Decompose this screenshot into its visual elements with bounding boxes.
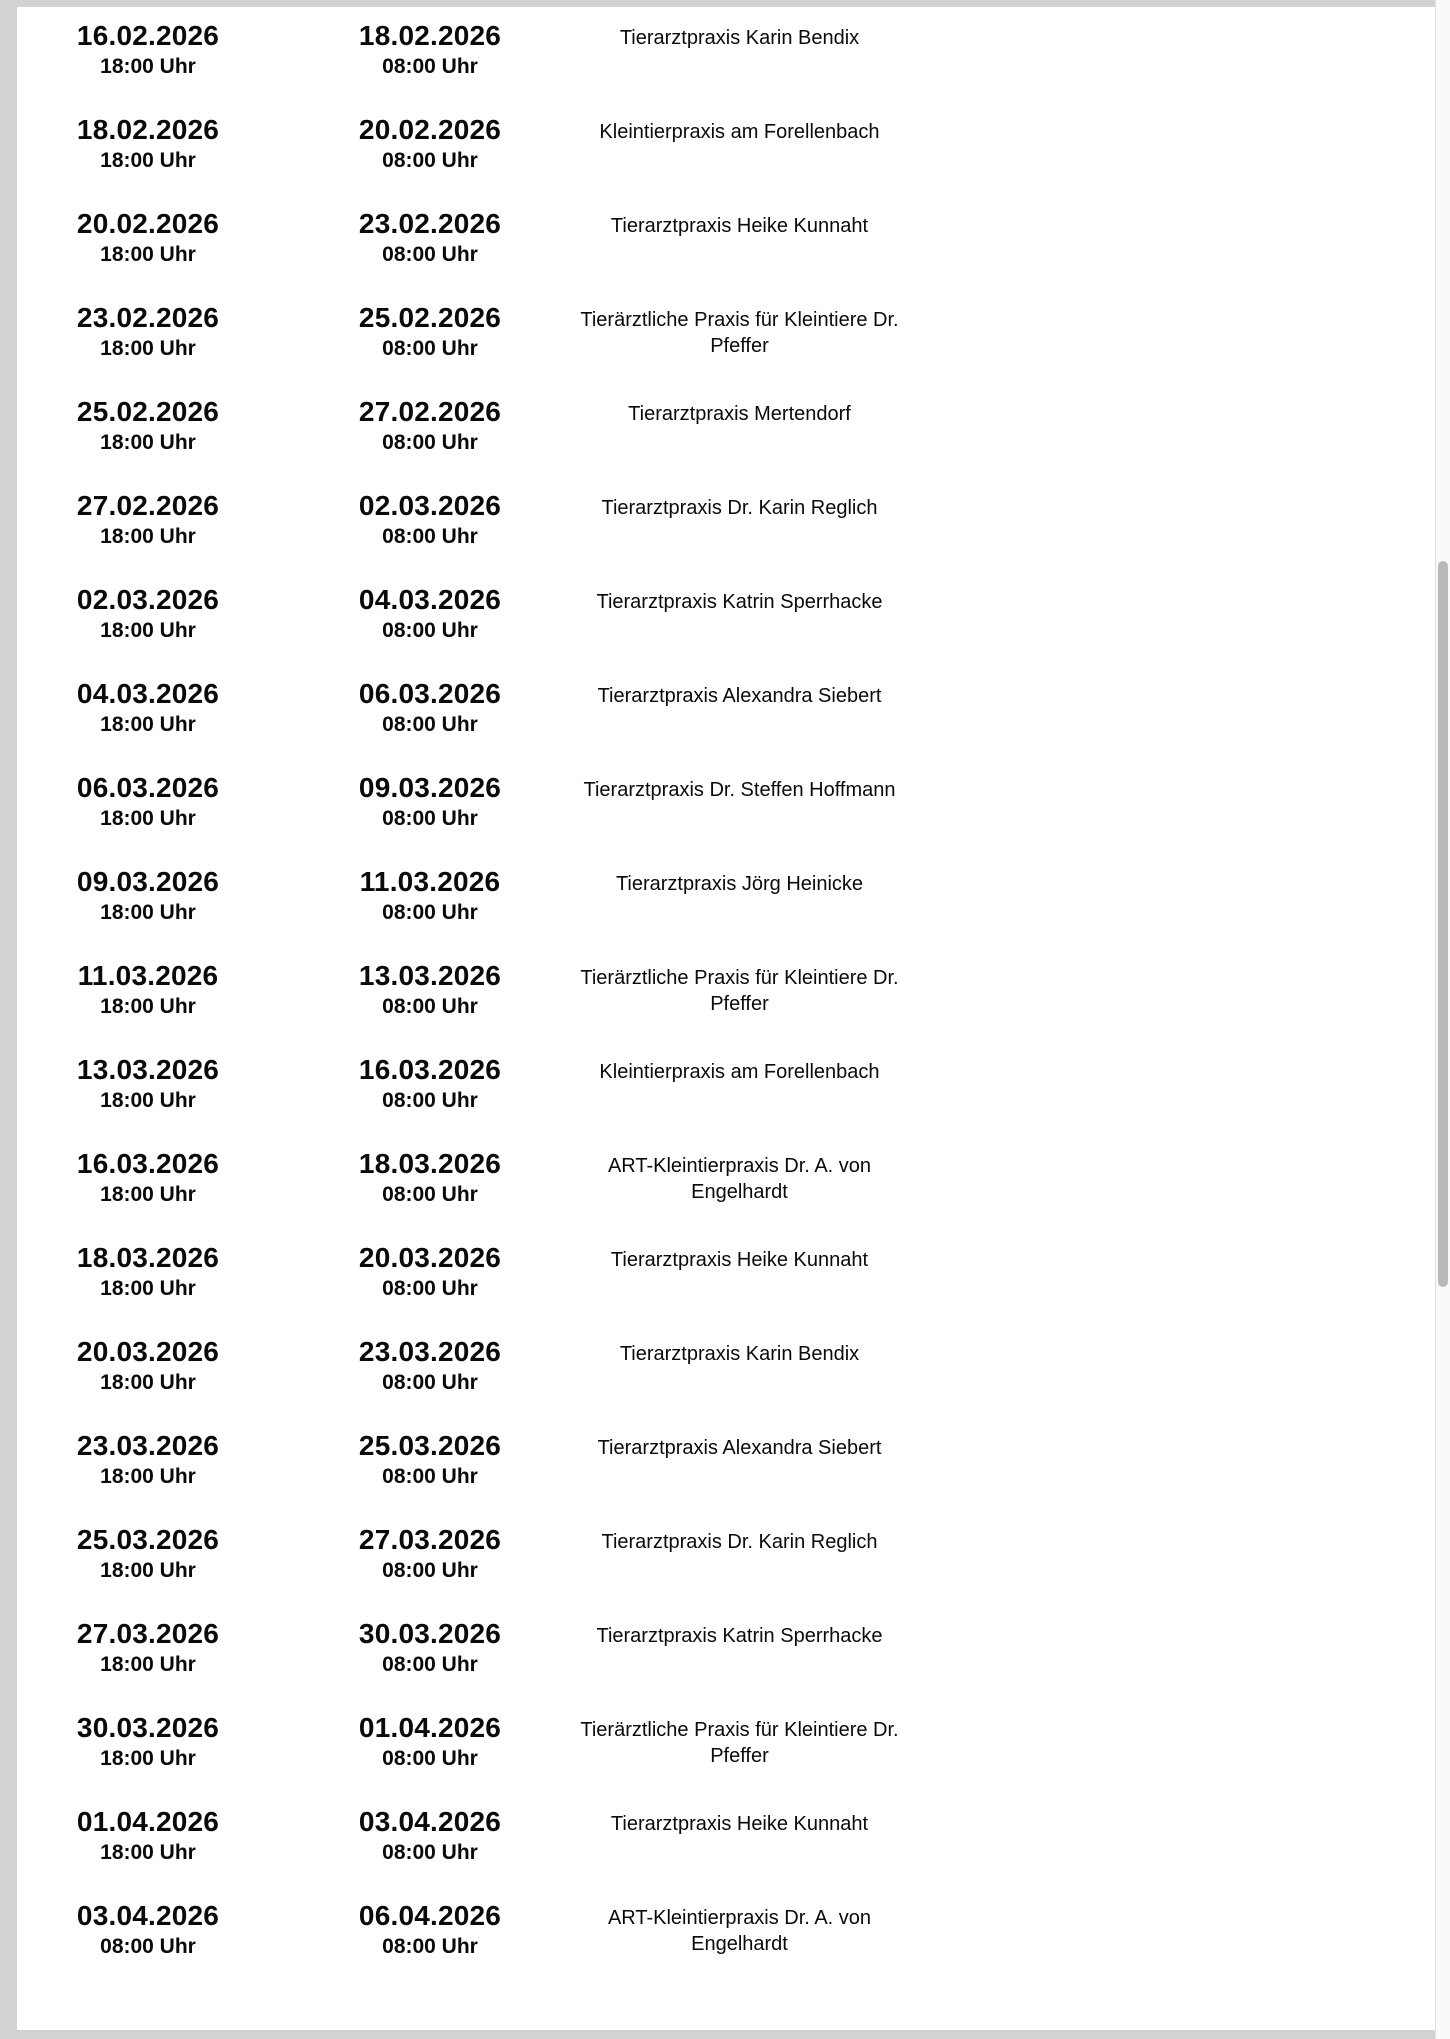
to-time: 08:00 Uhr: [382, 1935, 478, 1958]
practice-name: Kleintierpraxis am Forellenbach: [599, 1061, 880, 1083]
to-cell: [325, 1523, 535, 1585]
schedule-row: [17, 865, 1435, 959]
schedule-row: [17, 19, 1435, 113]
practice-cell: [567, 489, 912, 521]
from-cell: [43, 1617, 253, 1679]
to-cell: [325, 395, 535, 457]
to-date: 25.03.2026: [358, 1430, 502, 1461]
schedule-row: [17, 583, 1435, 677]
from-time: 18:00 Uhr: [100, 1183, 196, 1206]
from-time: 18:00 Uhr: [100, 1277, 196, 1300]
practice-cell: [567, 959, 912, 1017]
to-cell: [325, 19, 535, 81]
from-cell: [43, 1147, 253, 1209]
to-date: 03.04.2026: [358, 1806, 502, 1837]
practice-name: Tierarztpraxis Heike Kunnaht: [610, 1249, 869, 1271]
practice-cell: [567, 1617, 912, 1649]
from-date: 27.02.2026: [76, 490, 220, 521]
to-date: 02.03.2026: [358, 490, 502, 521]
to-date: 20.02.2026: [358, 114, 502, 145]
practice-cell: [567, 1335, 912, 1367]
practice-name: Tierarztpraxis Dr. Karin Reglich: [601, 497, 878, 519]
to-time: 08:00 Uhr: [382, 1183, 478, 1206]
from-time: 18:00 Uhr: [100, 1653, 196, 1676]
from-time: 18:00 Uhr: [100, 1841, 196, 1864]
to-date: 20.03.2026: [358, 1242, 502, 1273]
from-date: 25.02.2026: [76, 396, 220, 427]
from-time: 18:00 Uhr: [100, 55, 196, 78]
from-cell: [43, 959, 253, 1021]
to-cell: [325, 959, 535, 1021]
from-cell: [43, 301, 253, 363]
practice-cell: [567, 1241, 912, 1273]
from-date: 25.03.2026: [76, 1524, 220, 1555]
schedule-row: [17, 1899, 1435, 1993]
from-time: 18:00 Uhr: [100, 149, 196, 172]
schedule-row: [17, 1053, 1435, 1147]
from-cell: [43, 1805, 253, 1867]
to-cell: [325, 113, 535, 175]
to-time: 08:00 Uhr: [382, 901, 478, 924]
from-date: 30.03.2026: [76, 1712, 220, 1743]
from-cell: [43, 395, 253, 457]
practice-cell: [567, 1523, 912, 1555]
from-cell: [43, 489, 253, 551]
from-time: 18:00 Uhr: [100, 337, 196, 360]
from-date: 27.03.2026: [76, 1618, 220, 1649]
to-time: 08:00 Uhr: [382, 1747, 478, 1770]
from-time: 18:00 Uhr: [100, 243, 196, 266]
to-date: 23.02.2026: [358, 208, 502, 239]
to-cell: [325, 301, 535, 363]
to-time: 08:00 Uhr: [382, 1653, 478, 1676]
to-date: 06.03.2026: [358, 678, 502, 709]
to-cell: [325, 1147, 535, 1209]
from-cell: [43, 1523, 253, 1585]
to-date: 27.03.2026: [358, 1524, 502, 1555]
from-date: 06.03.2026: [76, 772, 220, 803]
from-time: 08:00 Uhr: [100, 1935, 196, 1958]
to-date: 27.02.2026: [358, 396, 502, 427]
to-date: 18.03.2026: [358, 1148, 502, 1179]
to-date: 04.03.2026: [358, 584, 502, 615]
practice-name: Tierarztpraxis Dr. Karin Reglich: [601, 1531, 878, 1553]
to-time: 08:00 Uhr: [382, 1559, 478, 1582]
from-time: 18:00 Uhr: [100, 1465, 196, 1488]
practice-cell: [567, 395, 912, 427]
from-date: 20.02.2026: [76, 208, 220, 239]
to-time: 08:00 Uhr: [382, 337, 478, 360]
to-time: 08:00 Uhr: [382, 1371, 478, 1394]
practice-cell: [567, 1053, 912, 1085]
to-time: 08:00 Uhr: [382, 525, 478, 548]
schedule-table: [17, 7, 1435, 1993]
to-date: 06.04.2026: [358, 1900, 502, 1931]
schedule-row: [17, 959, 1435, 1053]
practice-name: Tierärztliche Praxis für Kleintiere Dr. Pfeffer: [580, 309, 899, 357]
to-time: 08:00 Uhr: [382, 431, 478, 454]
from-cell: [43, 771, 253, 833]
practice-cell: [567, 583, 912, 615]
from-date: 01.04.2026: [76, 1806, 220, 1837]
from-date: 23.02.2026: [76, 302, 220, 333]
from-date: 11.03.2026: [77, 960, 219, 991]
practice-name: Tierärztliche Praxis für Kleintiere Dr. Pfeffer: [580, 967, 899, 1015]
to-cell: [325, 1429, 535, 1491]
from-cell: [43, 207, 253, 269]
to-time: 08:00 Uhr: [382, 1465, 478, 1488]
from-time: 18:00 Uhr: [100, 1089, 196, 1112]
to-cell: [325, 1053, 535, 1115]
vertical-scrollbar[interactable]: [1435, 0, 1450, 2039]
to-cell: [325, 1335, 535, 1397]
schedule-row: [17, 677, 1435, 771]
practice-name: Tierarztpraxis Karin Bendix: [619, 27, 860, 49]
to-date: 13.03.2026: [358, 960, 502, 991]
practice-name: Tierarztpraxis Heike Kunnaht: [610, 1813, 869, 1835]
practice-name: Tierarztpraxis Katrin Sperrhacke: [596, 1625, 883, 1647]
practice-name: Tierarztpraxis Jörg Heinicke: [615, 873, 864, 895]
from-time: 18:00 Uhr: [100, 807, 196, 830]
from-time: 18:00 Uhr: [100, 431, 196, 454]
from-cell: [43, 865, 253, 927]
from-time: 18:00 Uhr: [100, 1747, 196, 1770]
schedule-row: [17, 1335, 1435, 1429]
practice-cell: [567, 1147, 912, 1205]
practice-name: ART-Kleintierpraxis Dr. A. von Engelhardt: [607, 1907, 872, 1955]
from-date: 16.02.2026: [76, 20, 220, 51]
from-cell: [43, 1053, 253, 1115]
from-cell: [43, 1899, 253, 1961]
practice-name: Tierarztpraxis Alexandra Siebert: [597, 685, 882, 707]
from-date: 18.02.2026: [76, 114, 220, 145]
from-date: 20.03.2026: [76, 1336, 220, 1367]
to-cell: [325, 1241, 535, 1303]
practice-cell: [567, 865, 912, 897]
practice-cell: [567, 1899, 912, 1957]
to-time: 08:00 Uhr: [382, 1089, 478, 1112]
schedule-page: [17, 7, 1435, 2030]
to-date: 23.03.2026: [358, 1336, 502, 1367]
practice-cell: [567, 1805, 912, 1837]
to-time: 08:00 Uhr: [382, 243, 478, 266]
to-date: 30.03.2026: [358, 1618, 502, 1649]
practice-name: Tierärztliche Praxis für Kleintiere Dr. Pfeffer: [580, 1719, 899, 1767]
practice-name: Tierarztpraxis Dr. Steffen Hoffmann: [583, 779, 896, 801]
from-date: 04.03.2026: [76, 678, 220, 709]
schedule-row: [17, 1147, 1435, 1241]
from-cell: [43, 677, 253, 739]
to-cell: [325, 1711, 535, 1773]
to-cell: [325, 1617, 535, 1679]
to-date: 18.02.2026: [358, 20, 502, 51]
to-time: 08:00 Uhr: [382, 149, 478, 172]
schedule-row: [17, 1805, 1435, 1899]
from-time: 18:00 Uhr: [100, 995, 196, 1018]
practice-cell: [567, 113, 912, 145]
practice-cell: [567, 771, 912, 803]
to-cell: [325, 583, 535, 645]
practice-name: Kleintierpraxis am Forellenbach: [599, 121, 880, 143]
practice-name: Tierarztpraxis Alexandra Siebert: [597, 1437, 882, 1459]
practice-cell: [567, 301, 912, 359]
from-time: 18:00 Uhr: [100, 713, 196, 736]
from-cell: [43, 1241, 253, 1303]
practice-name: Tierarztpraxis Mertendorf: [628, 403, 851, 425]
schedule-row: [17, 1617, 1435, 1711]
to-cell: [325, 1805, 535, 1867]
from-time: 18:00 Uhr: [100, 1371, 196, 1394]
from-cell: [43, 1335, 253, 1397]
practice-name: Tierarztpraxis Heike Kunnaht: [610, 215, 869, 237]
schedule-row: [17, 1523, 1435, 1617]
to-cell: [325, 865, 535, 927]
to-date: 16.03.2026: [358, 1054, 502, 1085]
to-time: 08:00 Uhr: [382, 55, 478, 78]
schedule-row: [17, 771, 1435, 865]
from-cell: [43, 1711, 253, 1773]
from-time: 18:00 Uhr: [100, 525, 196, 548]
from-date: 03.04.2026: [76, 1900, 220, 1931]
practice-cell: [567, 1711, 912, 1769]
from-date: 02.03.2026: [76, 584, 220, 615]
practice-cell: [567, 677, 912, 709]
from-cell: [43, 1429, 253, 1491]
schedule-row: [17, 301, 1435, 395]
schedule-row: [17, 395, 1435, 489]
from-cell: [43, 583, 253, 645]
schedule-row: [17, 207, 1435, 301]
schedule-row: [17, 489, 1435, 583]
to-cell: [325, 677, 535, 739]
to-time: 08:00 Uhr: [382, 995, 478, 1018]
from-time: 18:00 Uhr: [100, 619, 196, 642]
practice-cell: [567, 19, 912, 51]
practice-name: ART-Kleintierpraxis Dr. A. von Engelhardt: [607, 1155, 872, 1203]
schedule-row: [17, 113, 1435, 207]
practice-name: Tierarztpraxis Katrin Sperrhacke: [596, 591, 883, 613]
from-date: 18.03.2026: [76, 1242, 220, 1273]
practice-name: Tierarztpraxis Karin Bendix: [619, 1343, 860, 1365]
from-date: 16.03.2026: [76, 1148, 220, 1179]
to-date: 01.04.2026: [358, 1712, 502, 1743]
to-time: 08:00 Uhr: [382, 807, 478, 830]
practice-cell: [567, 207, 912, 239]
from-cell: [43, 19, 253, 81]
to-time: 08:00 Uhr: [382, 619, 478, 642]
to-date: 09.03.2026: [358, 772, 502, 803]
to-time: 08:00 Uhr: [382, 713, 478, 736]
scrollbar-thumb[interactable]: [1438, 561, 1448, 1287]
to-cell: [325, 489, 535, 551]
from-time: 18:00 Uhr: [100, 901, 196, 924]
from-cell: [43, 113, 253, 175]
to-time: 08:00 Uhr: [382, 1277, 478, 1300]
to-cell: [325, 1899, 535, 1961]
to-date: 11.03.2026: [359, 866, 501, 897]
from-date: 09.03.2026: [76, 866, 220, 897]
from-date: 23.03.2026: [76, 1430, 220, 1461]
from-time: 18:00 Uhr: [100, 1559, 196, 1582]
to-date: 25.02.2026: [358, 302, 502, 333]
to-cell: [325, 207, 535, 269]
to-time: 08:00 Uhr: [382, 1841, 478, 1864]
to-cell: [325, 771, 535, 833]
practice-cell: [567, 1429, 912, 1461]
schedule-row: [17, 1711, 1435, 1805]
from-date: 13.03.2026: [76, 1054, 220, 1085]
schedule-row: [17, 1429, 1435, 1523]
schedule-row: [17, 1241, 1435, 1335]
